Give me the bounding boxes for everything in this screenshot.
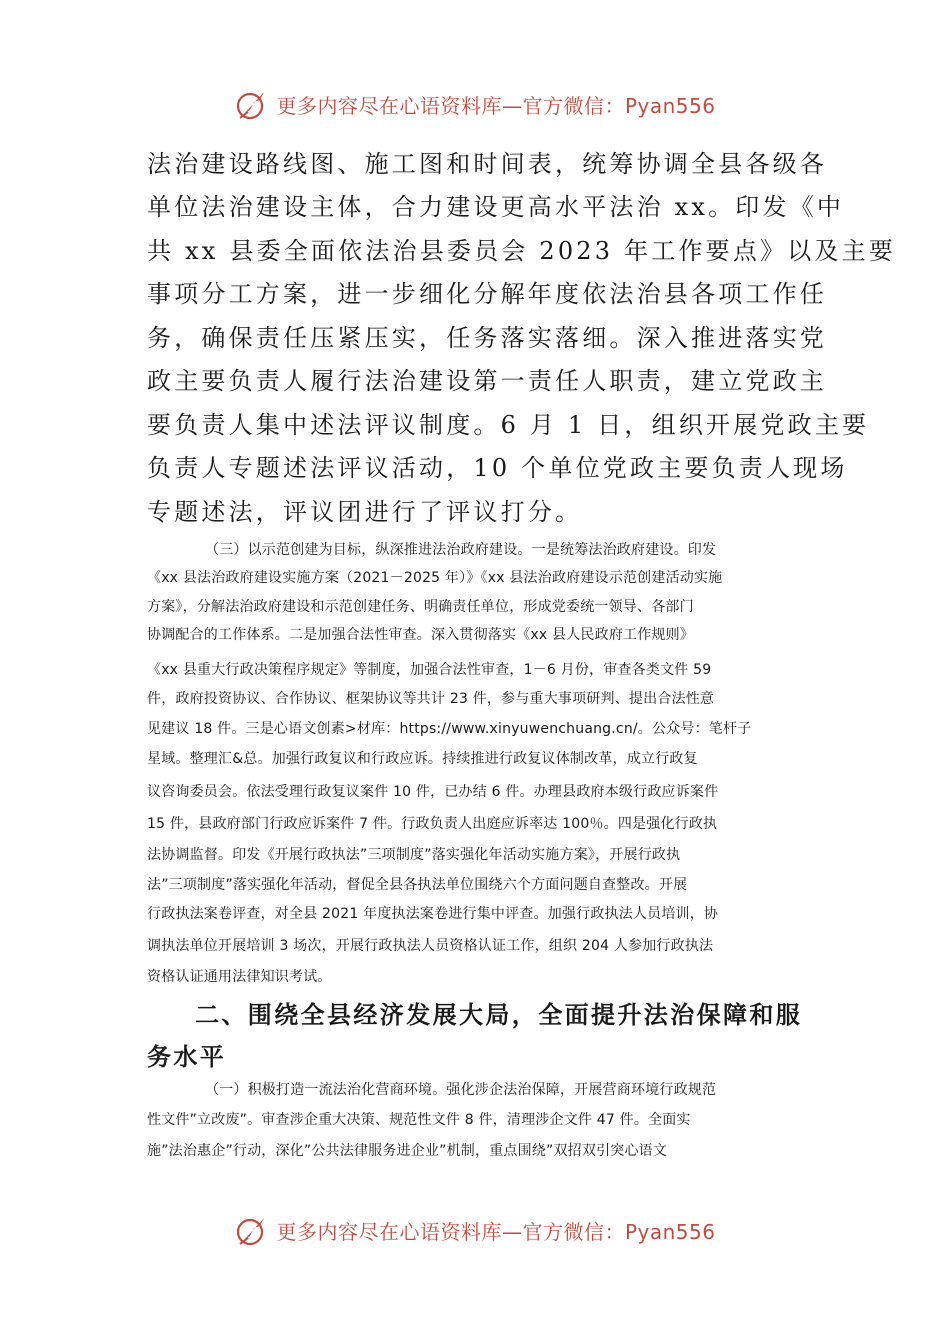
section-3-line: 资格认证通用法律知识考试。 <box>147 969 332 985</box>
section-3-line: 见建议 18 件。三是心语文创素>材库：https://www.xinyuwenchuang.cn/。公众号：笔杆子 <box>147 721 752 737</box>
section-3-line: 《xx 县重大行政决策程序规定》等制度，加强合法性审查，1－6 月份，审查各类文件 59 <box>147 662 712 678</box>
section-3-line: 行政执法案卷评查，对全县 2021 年度执法案卷进行集中评查。加强行政执法人员培训，协 <box>147 906 719 922</box>
watermark-text: 更多内容尽在心语资料库—官方微信：Pyan556 <box>276 93 716 118</box>
section-3-line: 《xx 县法治政府建设实施方案（2021－2025 年）》《xx 县法治政府建设示范创建活动实施 <box>147 570 723 586</box>
quill-circle-icon <box>234 86 270 122</box>
body-line: 务，确保责任压紧压实，任务落实落细。深入推进落实党 <box>147 324 827 352</box>
section-3-line: 方案》，分解法治政府建设和示范创建任务、明确责任单位，形成党委统一领导、各部门 <box>147 599 694 615</box>
body-line: 法治建设路线图、施工图和时间表，统筹协调全县各级各 <box>147 150 827 178</box>
section-1-line: （一）积极打造一流法治化营商环境。强化涉企法治保障，开展营商环境行政规范 <box>205 1082 717 1098</box>
body-line: 政主要负责人履行法治建设第一责任人职责，建立党政主 <box>147 367 827 395</box>
body-line: 事项分工方案，进一步细化分解年度依法治县各项工作任 <box>147 280 827 308</box>
section-3-line: 议咨询委员会。依法受理行政复议案件 10 件，已办结 6 件。办理县政府本级行政应诉案件 <box>147 784 719 800</box>
section-1-line: 施”法治惠企”行动，深化”公共法律服务进企业”机制，重点围绕”双招双引突心语文 <box>147 1143 668 1159</box>
section-3-line: （三）以示范创建为目标，纵深推进法治政府建设。一是统筹法治政府建设。印发 <box>205 542 717 558</box>
section-3-line: 法”三项制度”落实强化年活动，督促全县各执法单位围绕六个方面问题自查整改。开展 <box>147 877 688 893</box>
heading-line: 务水平 <box>147 1043 227 1071</box>
body-line: 单位法治建设主体，合力建设更高水平法治 xx。印发《中 <box>147 193 845 221</box>
section-3-line: 15 件，县政府部门行政应诉案件 7 件。行政负责人出庭应诉率达 100％。四是强化行政执 <box>147 816 718 832</box>
section-3-line: 调执法单位开展培训 3 场次，开展行政执法人员资格认证工作，组织 204 人参加行政执法 <box>147 938 714 954</box>
section-3-line: 协调配合的工作体系。二是加强合法性审查。深入贯彻落实《xx 县人民政府工作规则》 <box>147 627 695 643</box>
section-3-line: 件，政府投资协议、合作协议、框架协议等共计 23 件，参与重大事项研判、提出合法性意 <box>147 691 715 707</box>
section-3-line: 星域。整理汇&总。加强行政复议和行政应诉。持续推进行政复议体制改革，成立行政复 <box>147 751 698 767</box>
quill-circle-icon <box>234 1212 270 1248</box>
body-line: 共 xx 县委全面依法治县委员会 2023 年工作要点》以及主要 <box>147 237 897 265</box>
watermark-text: 更多内容尽在心语资料库—官方微信：Pyan556 <box>276 1219 716 1244</box>
watermark-footer <box>0 1210 950 1250</box>
body-line: 专题述法，评议团进行了评议打分。 <box>147 498 583 526</box>
body-line: 要负责人集中述法评议制度。6 月 1 日，组织开展党政主要 <box>147 411 870 439</box>
section-1-line: 性文件”立改废”。审查涉企重大决策、规范性文件 8 件，清理涉企文件 47 件。全面实 <box>147 1112 691 1128</box>
watermark-header <box>0 84 950 124</box>
body-line: 负责人专题述法评议活动，10 个单位党政主要负责人现场 <box>147 454 848 482</box>
heading-line: 二、围绕全县经济发展大局，全面提升法治保障和服 <box>195 1001 803 1029</box>
section-3-line: 法协调监督。印发《开展行政执法”三项制度”落实强化年活动实施方案》，开展行政执 <box>147 847 681 863</box>
